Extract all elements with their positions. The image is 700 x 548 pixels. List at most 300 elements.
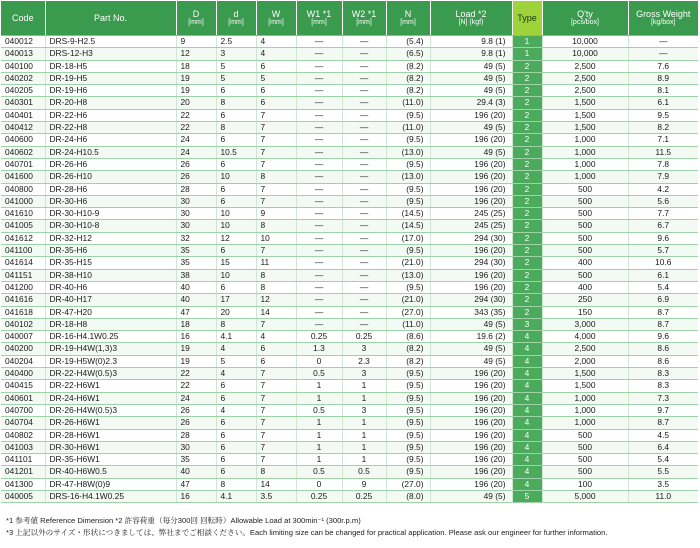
table-cell: 040415 (1, 380, 45, 392)
table-cell: 2 (512, 220, 542, 232)
table-row (1, 208, 698, 220)
table-cell: 8 (256, 466, 296, 478)
table-cell: 4.1 (216, 490, 256, 502)
table-row (1, 392, 698, 404)
table-cell: 22 (176, 122, 216, 134)
column-header (512, 1, 542, 36)
table-cell: 500 (542, 220, 628, 232)
table-cell: 040602 (1, 146, 45, 158)
table-cell: 8 (216, 122, 256, 134)
table-row (1, 146, 698, 158)
table-cell: (8.2) (386, 343, 430, 355)
table-cell: 10 (216, 220, 256, 232)
table-cell: 041201 (1, 466, 45, 478)
table-cell: 196 (20) (430, 368, 512, 380)
table-cell: 500 (542, 183, 628, 195)
table-cell: 4 (216, 404, 256, 416)
table-cell: DR-40-H17 (45, 294, 176, 306)
table-cell: (27.0) (386, 306, 430, 318)
table-cell: 8.7 (628, 417, 698, 429)
table-cell: 7.3 (628, 392, 698, 404)
table-cell: 4.1 (216, 331, 256, 343)
table-row (1, 441, 698, 453)
table-cell: 7 (256, 368, 296, 380)
table-cell: (13.0) (386, 269, 430, 281)
table-cell: 10 (256, 232, 296, 244)
table-cell: 2,500 (542, 85, 628, 97)
table-cell: 47 (176, 478, 216, 490)
table-cell: — (296, 195, 342, 207)
table-cell: 28 (176, 429, 216, 441)
column-header (430, 1, 512, 36)
table-cell: DR-28-H6W1 (45, 429, 176, 441)
table-cell: 1 (342, 429, 386, 441)
table-row (1, 343, 698, 355)
table-cell: 8.7 (628, 306, 698, 318)
table-row (1, 466, 698, 478)
table-cell: 041101 (1, 454, 45, 466)
table-cell: — (342, 122, 386, 134)
table-cell: 3 (342, 343, 386, 355)
table-row (1, 158, 698, 170)
table-cell: DR-24-H10.5 (45, 146, 176, 158)
table-cell: 500 (542, 441, 628, 453)
table-row (1, 220, 698, 232)
table-cell: 5.6 (628, 195, 698, 207)
table-cell: 6 (216, 441, 256, 453)
table-cell: 4 (512, 331, 542, 343)
table-cell: 1 (296, 392, 342, 404)
table-cell: 040800 (1, 183, 45, 195)
table-cell: (9.5) (386, 380, 430, 392)
column-header-unit: [mm] (268, 19, 284, 26)
table-cell: — (342, 294, 386, 306)
table-row (1, 97, 698, 109)
table-cell: DR-16-H4.1W0.25 (45, 331, 176, 343)
column-header-label: W2 *1 (351, 9, 377, 19)
table-cell: 040400 (1, 368, 45, 380)
table-cell: 49 (5) (430, 60, 512, 72)
table-cell: 18 (176, 318, 216, 330)
table-cell: (11.0) (386, 318, 430, 330)
table-cell: — (628, 36, 698, 48)
table-cell: — (342, 281, 386, 293)
table-cell: 6.9 (628, 294, 698, 306)
table-cell: (27.0) (386, 478, 430, 490)
table-cell: 26 (176, 171, 216, 183)
table-cell: (9.5) (386, 466, 430, 478)
table-cell: — (296, 294, 342, 306)
table-cell: 3 (342, 404, 386, 416)
table-cell: DR-24-H6W1 (45, 392, 176, 404)
table-cell: — (296, 134, 342, 146)
table-cell: 6 (256, 85, 296, 97)
table-cell: 040701 (1, 158, 45, 170)
table-cell: 10 (216, 208, 256, 220)
table-cell: — (342, 72, 386, 84)
table-cell: 6 (216, 245, 256, 257)
table-row (1, 331, 698, 343)
table-cell: 294 (30) (430, 232, 512, 244)
column-header-label: Code (11, 13, 34, 23)
table-cell: 040012 (1, 36, 45, 48)
table-cell: (9.5) (386, 183, 430, 195)
table-cell: 8.2 (628, 122, 698, 134)
header-row (1, 1, 698, 36)
table-cell: 040005 (1, 490, 45, 502)
table-cell: 2,500 (542, 343, 628, 355)
table-cell: — (342, 318, 386, 330)
table-cell: 1 (342, 441, 386, 453)
table-cell: — (296, 232, 342, 244)
table-cell: DR-18-H8 (45, 318, 176, 330)
table-cell: 10,000 (542, 36, 628, 48)
table-cell: 2 (512, 195, 542, 207)
table-row (1, 195, 698, 207)
table-cell: 196 (20) (430, 441, 512, 453)
table-cell: — (342, 36, 386, 48)
table-cell: 040401 (1, 109, 45, 121)
table-cell: — (296, 158, 342, 170)
table-cell: 1,500 (542, 97, 628, 109)
table-cell: (8.0) (386, 490, 430, 502)
table-cell: 10.6 (628, 257, 698, 269)
column-header-label: Gross Weight (636, 9, 691, 19)
column-header-label: d (233, 9, 239, 19)
table-cell: DR-26-H6W1 (45, 417, 176, 429)
table-cell: 9 (176, 36, 216, 48)
table-row (1, 60, 698, 72)
table-cell: 196 (20) (430, 245, 512, 257)
table-cell: 196 (20) (430, 158, 512, 170)
spec-table (1, 1, 698, 503)
column-header-unit: [mm] (311, 19, 327, 26)
table-cell: 6 (256, 60, 296, 72)
table-cell: 4 (216, 343, 256, 355)
table-cell: 6 (216, 417, 256, 429)
table-cell: 040007 (1, 331, 45, 343)
table-cell: 1 (512, 48, 542, 60)
table-row (1, 306, 698, 318)
table-cell: 400 (542, 281, 628, 293)
table-cell: 12 (176, 48, 216, 60)
table-cell: — (296, 72, 342, 84)
table-cell: 2 (512, 122, 542, 134)
table-cell: 40 (176, 294, 216, 306)
table-cell: 8 (256, 269, 296, 281)
table-cell: 1 (296, 417, 342, 429)
table-cell: 196 (20) (430, 478, 512, 490)
table-cell: 5 (216, 60, 256, 72)
table-cell: 040802 (1, 429, 45, 441)
table-cell: 500 (542, 232, 628, 244)
table-cell: 6.4 (628, 441, 698, 453)
table-cell: 2 (512, 171, 542, 183)
table-cell: 0.25 (296, 331, 342, 343)
table-cell: 2,500 (542, 72, 628, 84)
table-cell: 343 (35) (430, 306, 512, 318)
table-cell: 040700 (1, 404, 45, 416)
table-cell: 1,000 (542, 171, 628, 183)
table-cell: 196 (20) (430, 417, 512, 429)
table-cell: 1,000 (542, 404, 628, 416)
table-cell: 294 (30) (430, 257, 512, 269)
table-cell: 7 (256, 109, 296, 121)
table-cell: 30 (176, 220, 216, 232)
table-cell: 7.6 (628, 60, 698, 72)
table-cell: DR-20-H8 (45, 97, 176, 109)
table-cell: DR-47-H20 (45, 306, 176, 318)
table-cell: 400 (542, 257, 628, 269)
table-row (1, 36, 698, 48)
table-cell: 6 (256, 355, 296, 367)
column-header (256, 1, 296, 36)
table-cell: 0.5 (342, 466, 386, 478)
table-row (1, 232, 698, 244)
table-cell: 9.5 (628, 109, 698, 121)
table-cell: 19 (176, 85, 216, 97)
table-cell: 1,500 (542, 380, 628, 392)
table-cell: (9.5) (386, 454, 430, 466)
table-cell: — (296, 269, 342, 281)
table-cell: 49 (5) (430, 318, 512, 330)
table-cell: 35 (176, 257, 216, 269)
table-cell: 5.7 (628, 245, 698, 257)
table-cell: 2.5 (216, 36, 256, 48)
table-cell: 041003 (1, 441, 45, 453)
table-cell: 5 (216, 355, 256, 367)
table-cell: 2 (512, 109, 542, 121)
table-cell: 6 (216, 183, 256, 195)
table-cell: 35 (176, 454, 216, 466)
table-cell: 49 (5) (430, 72, 512, 84)
table-row (1, 171, 698, 183)
table-cell: — (342, 208, 386, 220)
table-cell: — (296, 60, 342, 72)
table-cell: (9.5) (386, 429, 430, 441)
table-cell: 19.6 (2) (430, 331, 512, 343)
table-cell: 5.4 (628, 281, 698, 293)
table-cell: 245 (25) (430, 208, 512, 220)
table-cell: 1,000 (542, 158, 628, 170)
table-cell: 10.5 (216, 146, 256, 158)
table-cell: 500 (542, 245, 628, 257)
table-cell: 4 (512, 380, 542, 392)
table-cell: 2 (512, 134, 542, 146)
table-cell: 4 (512, 441, 542, 453)
table-cell: 2 (512, 294, 542, 306)
table-cell: DR-47-H8W(0)9 (45, 478, 176, 490)
column-header-label: Part No. (93, 13, 127, 23)
table-cell: 9.6 (628, 331, 698, 343)
table-row (1, 368, 698, 380)
table-cell: 22 (176, 109, 216, 121)
table-cell: 2 (512, 281, 542, 293)
table-cell: 15 (216, 257, 256, 269)
column-header-label: Q'ty (577, 9, 593, 19)
table-cell: 041616 (1, 294, 45, 306)
table-cell: 500 (542, 208, 628, 220)
table-cell: 1 (296, 441, 342, 453)
table-cell: 196 (20) (430, 195, 512, 207)
table-cell: 11.0 (628, 490, 698, 502)
table-cell: 0.5 (296, 466, 342, 478)
table-cell: (9.5) (386, 281, 430, 293)
table-cell: 250 (542, 294, 628, 306)
table-cell: 28 (176, 183, 216, 195)
table-cell: 196 (20) (430, 281, 512, 293)
table-cell: 12 (216, 232, 256, 244)
table-cell: 7 (256, 429, 296, 441)
table-cell: — (296, 171, 342, 183)
table-cell: (5.4) (386, 36, 430, 48)
table-cell: 041200 (1, 281, 45, 293)
column-header-label: Type (517, 13, 537, 23)
table-cell: 24 (176, 392, 216, 404)
table-cell: 2 (512, 158, 542, 170)
table-cell: 49 (5) (430, 122, 512, 134)
table-cell: 8 (216, 97, 256, 109)
table-cell: (14.5) (386, 220, 430, 232)
table-row (1, 183, 698, 195)
table-cell: 196 (20) (430, 269, 512, 281)
column-header-label: D (192, 9, 200, 19)
table-cell: 196 (20) (430, 392, 512, 404)
table-cell: 7 (256, 380, 296, 392)
table-cell: DR-38-H10 (45, 269, 176, 281)
table-cell: 20 (216, 306, 256, 318)
table-cell: DR-35-H6W1 (45, 454, 176, 466)
table-row (1, 72, 698, 84)
table-cell: DR-40-H6 (45, 281, 176, 293)
table-cell: 7 (256, 146, 296, 158)
table-cell: 2 (512, 232, 542, 244)
table-cell: 16 (176, 331, 216, 343)
column-header-unit: [pcs/box] (570, 19, 599, 26)
table-cell: DR-32-H12 (45, 232, 176, 244)
table-cell: — (296, 257, 342, 269)
table-cell: — (296, 48, 342, 60)
table-cell: 245 (25) (430, 220, 512, 232)
table-cell: 196 (20) (430, 466, 512, 478)
table-cell: 5.5 (628, 466, 698, 478)
table-cell: 29.4 (3) (430, 97, 512, 109)
table-cell: 49 (5) (430, 85, 512, 97)
table-row (1, 318, 698, 330)
table-cell: (9.5) (386, 134, 430, 146)
table-cell: DRS-12-H3 (45, 48, 176, 60)
table-cell: — (342, 85, 386, 97)
table-cell: — (342, 158, 386, 170)
table-cell: 2 (512, 72, 542, 84)
table-cell: 041600 (1, 171, 45, 183)
table-cell: DR-26-H6 (45, 158, 176, 170)
table-cell: 041100 (1, 245, 45, 257)
table-cell: 7 (256, 318, 296, 330)
table-cell: (11.0) (386, 97, 430, 109)
table-cell: — (342, 245, 386, 257)
table-cell: DR-35-H15 (45, 257, 176, 269)
table-cell: — (342, 134, 386, 146)
table-cell: 7 (256, 122, 296, 134)
table-cell: 49 (5) (430, 146, 512, 158)
table-cell: 30 (176, 441, 216, 453)
table-cell: 5 (512, 490, 542, 502)
table-cell: 4.5 (628, 429, 698, 441)
table-cell: 041151 (1, 269, 45, 281)
table-cell: (13.0) (386, 171, 430, 183)
table-cell: 1 (342, 454, 386, 466)
table-cell: 9 (342, 478, 386, 490)
table-cell: 6 (216, 466, 256, 478)
table-cell: — (342, 146, 386, 158)
column-header-unit: [N] (kgf) (458, 19, 484, 26)
table-cell: 4 (256, 48, 296, 60)
table-cell: 1.3 (296, 343, 342, 355)
table-cell: — (296, 220, 342, 232)
table-cell: 38 (176, 269, 216, 281)
table-cell: 8 (216, 318, 256, 330)
table-cell: DR-19-H6 (45, 85, 176, 97)
table-cell: 150 (542, 306, 628, 318)
table-cell: — (342, 60, 386, 72)
column-header (45, 1, 176, 36)
table-cell: — (342, 195, 386, 207)
table-cell: 7 (256, 134, 296, 146)
table-cell: 2 (512, 245, 542, 257)
table-cell: 2,000 (542, 355, 628, 367)
column-header (176, 1, 216, 36)
table-cell: — (342, 306, 386, 318)
table-cell: DR-24-H6 (45, 134, 176, 146)
table-cell: 041610 (1, 208, 45, 220)
table-cell: 196 (20) (430, 429, 512, 441)
table-cell: 041618 (1, 306, 45, 318)
table-cell: (9.5) (386, 417, 430, 429)
column-header (296, 1, 342, 36)
table-cell: 2 (512, 257, 542, 269)
table-cell: — (296, 318, 342, 330)
table-cell: — (296, 36, 342, 48)
table-cell: 196 (20) (430, 404, 512, 416)
table-cell: — (342, 232, 386, 244)
table-cell: 49 (5) (430, 355, 512, 367)
table-cell: 3 (342, 368, 386, 380)
table-cell: 9.8 (1) (430, 36, 512, 48)
table-cell: 40 (176, 466, 216, 478)
column-header (216, 1, 256, 36)
table-cell: 4 (256, 331, 296, 343)
table-cell: 294 (30) (430, 294, 512, 306)
table-cell: 7 (256, 404, 296, 416)
table-cell: 10 (216, 171, 256, 183)
table-cell: DR-40-H6W0.5 (45, 466, 176, 478)
table-cell: (9.5) (386, 158, 430, 170)
table-cell: 8.3 (628, 380, 698, 392)
table-cell: 3.5 (256, 490, 296, 502)
table-cell: 6 (216, 380, 256, 392)
table-cell: 041612 (1, 232, 45, 244)
table-cell: DR-22-H6 (45, 109, 176, 121)
table-cell: 17 (216, 294, 256, 306)
table-cell: 32 (176, 232, 216, 244)
table-cell: 22 (176, 380, 216, 392)
table-cell: 8.6 (628, 343, 698, 355)
column-header (628, 1, 698, 36)
table-cell: 040200 (1, 343, 45, 355)
table-cell: 35 (176, 245, 216, 257)
table-cell: 041614 (1, 257, 45, 269)
